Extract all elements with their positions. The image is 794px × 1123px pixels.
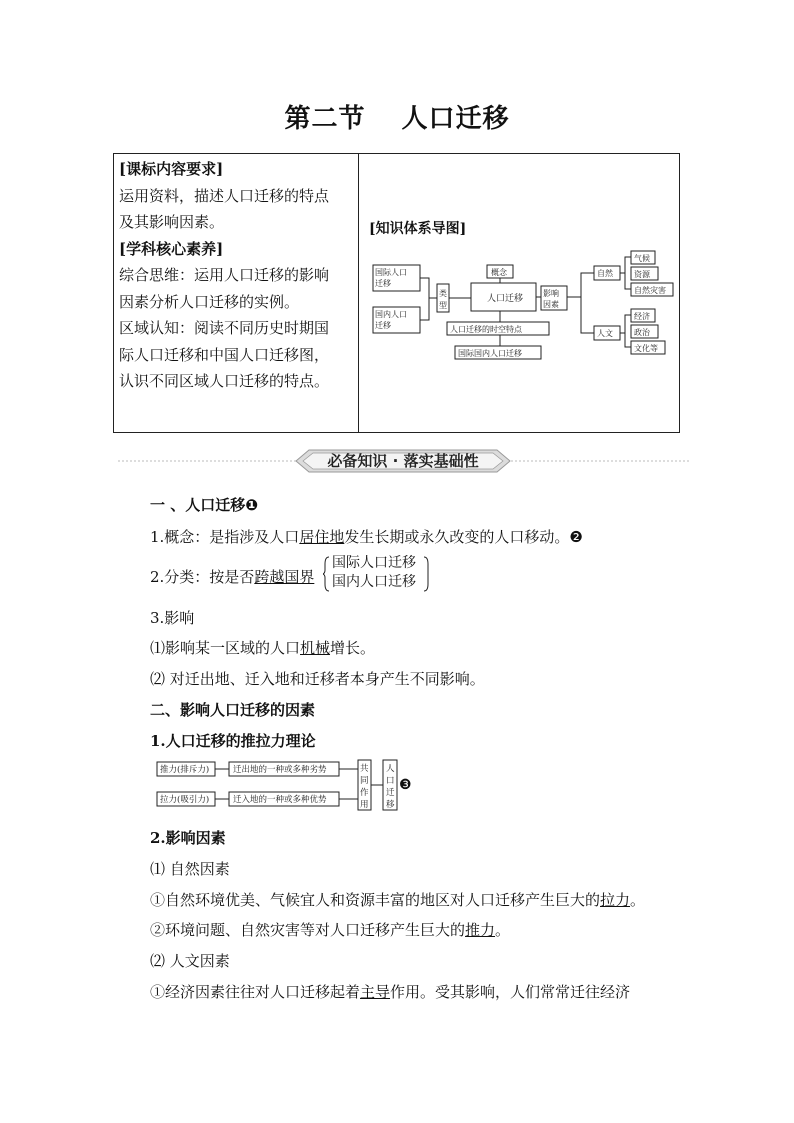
- natural-factor-1: ①自然环境优美、气候宜人和资源丰富的地区对人口迁移产生巨大的拉力。: [150, 891, 646, 909]
- node-intl-migration-1: 国际人口: [375, 268, 407, 277]
- literacy-text-4: 际人口迁移和中国人口迁移图，: [119, 345, 330, 364]
- node-nature: 自然: [597, 269, 613, 278]
- standards-text-2: 及其影响因素。: [119, 213, 225, 231]
- literacy-text-5: 认识不同区域人口迁移的特点。: [119, 372, 330, 390]
- literacy-text-3: 区域认知：阅读不同历史时期国: [119, 319, 330, 337]
- node-domestic-migration-1: 国内人口: [375, 310, 407, 319]
- page-title: 第二节 人口迁移: [284, 104, 510, 134]
- intro-table: [113, 153, 680, 433]
- banner-text: 必备知识 · 落实基础性: [327, 452, 479, 470]
- node-spatial: 人口迁移的时空特点: [450, 325, 522, 334]
- push-force: 推力(排斥力): [160, 765, 210, 775]
- section2-heading: 二、影响人口迁移的因素: [150, 701, 316, 719]
- result-char-2: 口: [386, 776, 395, 786]
- blank-push: 推力: [465, 921, 496, 939]
- node-intl-domestic: 国际国内人口迁移: [458, 349, 522, 358]
- joint-char-1: 共: [360, 764, 369, 774]
- standards-heading: [课标内容要求]: [119, 160, 224, 178]
- blank-mechanical: 机械: [300, 639, 331, 657]
- human-factors: ⑵ 人文因素: [150, 952, 230, 970]
- impact-1: ⑴影响某一区域的人口机械增长。: [150, 639, 376, 657]
- note-marker-3: ❸: [399, 777, 412, 793]
- mindmap-diagram: [359, 154, 679, 432]
- result-char-3: 迁: [386, 788, 395, 798]
- node-influence-2: 因素: [543, 300, 559, 309]
- blank-residence: 居住地: [299, 528, 345, 546]
- joint-char-3: 作: [360, 788, 369, 798]
- node-resource: 资源: [634, 270, 650, 279]
- node-disaster: 自然灾害: [634, 286, 666, 295]
- push-pull-heading: 1.人口迁移的推拉力理论: [150, 732, 316, 750]
- mindmap-label: [知识体系导图]: [369, 221, 467, 237]
- node-politics: 政治: [634, 328, 650, 337]
- blank-pull: 拉力: [600, 891, 631, 909]
- node-center: 人口迁移: [487, 294, 524, 304]
- node-type-1: 类: [439, 289, 447, 298]
- node-type-2: 型: [439, 301, 447, 310]
- natural-factor-2: ②环境问题、自然灾害等对人口迁移产生巨大的推力。: [150, 921, 511, 939]
- node-intl-migration-2: 迁移: [375, 279, 391, 288]
- section1-heading: 一 、人口迁移❶: [150, 496, 258, 514]
- node-economy: 经济: [634, 312, 650, 321]
- node-influence-1: 影响: [543, 289, 559, 298]
- node-concept: 概念: [491, 268, 507, 277]
- class-intl: 国际人口迁移: [332, 555, 416, 571]
- impact-2: ⑵ 对迁出地、迁入地和迁移者本身产生不同影响。: [150, 670, 485, 688]
- impact-heading: 3.影响: [150, 609, 195, 627]
- literacy-heading: [学科核心素养]: [119, 239, 224, 258]
- joint-char-2: 同: [360, 776, 369, 786]
- note-marker-1: ❶: [245, 496, 258, 514]
- pull-description: 迁入地的一种或多种优势: [233, 795, 327, 805]
- mindmap-cell: [359, 154, 679, 432]
- factors-heading: 2.影响因素: [150, 829, 226, 847]
- section-banner: [113, 448, 693, 474]
- literacy-text-1: 综合思维：运用人口迁移的影响: [119, 266, 330, 284]
- push-description: 迁出地的一种或多种劣势: [233, 765, 327, 775]
- pull-force: 拉力(吸引力): [160, 795, 210, 805]
- concept-line: 1.概念：是指涉及人口居住地发生长期或永久改变的人口移动。❷: [150, 528, 583, 546]
- standards-text-1: 运用资料，描述人口迁移的特点: [119, 186, 330, 205]
- note-marker-2: ❷: [569, 528, 583, 546]
- human-factor-1: ①经济因素往往对人口迁移起着主导作用。受其影响，人们常常迁往经济: [150, 983, 631, 1001]
- class-domestic: 国内人口迁移: [332, 574, 416, 590]
- node-domestic-migration-2: 迁移: [375, 321, 391, 330]
- natural-factors: ⑴ 自然因素: [150, 860, 230, 878]
- literacy-text-2: 因素分析人口迁移的实例。: [119, 292, 300, 311]
- result-char-1: 人: [386, 764, 395, 774]
- blank-dominant: 主导: [360, 983, 391, 1001]
- node-climate: 气候: [634, 254, 650, 263]
- push-pull-diagram: [156, 758, 426, 814]
- classification-line: 2.分类：按是否跨越国界: [150, 568, 315, 586]
- joint-char-4: 用: [360, 800, 369, 810]
- node-human: 人文: [597, 329, 613, 338]
- node-culture: 文化等: [634, 344, 658, 353]
- standards-cell: [114, 154, 359, 432]
- blank-border: 跨越国界: [254, 568, 315, 586]
- result-char-4: 移: [386, 800, 395, 810]
